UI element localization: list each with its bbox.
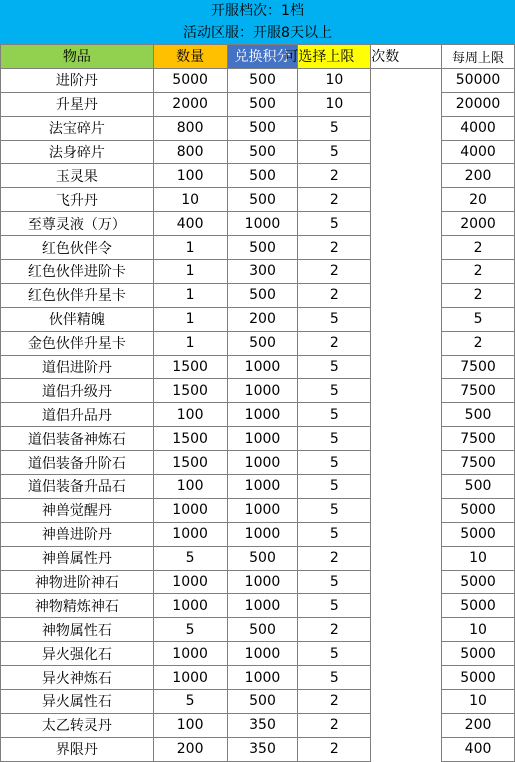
cell-item: 至尊灵液（万） bbox=[1, 212, 154, 236]
cell-limit: 5 bbox=[298, 140, 371, 164]
table-row bbox=[1, 594, 515, 618]
cell-limit: 2 bbox=[298, 260, 371, 284]
cell-quantity: 1000 bbox=[153, 642, 227, 666]
table-row bbox=[1, 283, 515, 307]
cell-limit: 2 bbox=[298, 331, 371, 355]
cell-points: 500 bbox=[227, 618, 298, 642]
cell-gap bbox=[371, 594, 442, 618]
cell-quantity: 200 bbox=[153, 737, 227, 761]
cell-points: 1000 bbox=[227, 379, 298, 403]
cell-gap bbox=[371, 498, 442, 522]
cell-item: 道侣进阶丹 bbox=[1, 355, 154, 379]
exchange-table bbox=[0, 44, 515, 762]
cell-weekly-limit: 20000 bbox=[442, 92, 515, 116]
cell-weekly-limit: 5000 bbox=[442, 594, 515, 618]
cell-gap bbox=[371, 68, 442, 92]
cell-limit: 5 bbox=[298, 355, 371, 379]
cell-points: 1000 bbox=[227, 355, 298, 379]
cell-gap bbox=[371, 451, 442, 475]
cell-points: 500 bbox=[227, 116, 298, 140]
cell-gap bbox=[371, 140, 442, 164]
cell-weekly-limit: 5000 bbox=[442, 642, 515, 666]
header-times: 次数 bbox=[371, 45, 442, 69]
cell-quantity: 2000 bbox=[153, 92, 227, 116]
cell-limit: 5 bbox=[298, 451, 371, 475]
header-select-limit-text: 可选择上限 bbox=[284, 49, 355, 66]
cell-weekly-limit: 500 bbox=[442, 403, 515, 427]
cell-item: 太乙转灵丹 bbox=[1, 713, 154, 737]
cell-quantity: 1000 bbox=[153, 594, 227, 618]
cell-weekly-limit: 7500 bbox=[442, 427, 515, 451]
cell-quantity: 1 bbox=[153, 307, 227, 331]
cell-points: 500 bbox=[227, 690, 298, 714]
cell-item: 道侣装备升品石 bbox=[1, 475, 154, 499]
cell-quantity: 1 bbox=[153, 283, 227, 307]
cell-quantity: 10 bbox=[153, 188, 227, 212]
cell-limit: 2 bbox=[298, 546, 371, 570]
cell-quantity: 5000 bbox=[153, 68, 227, 92]
cell-weekly-limit: 2 bbox=[442, 331, 515, 355]
table-row bbox=[1, 642, 515, 666]
table-row bbox=[1, 379, 515, 403]
cell-limit: 5 bbox=[298, 666, 371, 690]
cell-weekly-limit: 20 bbox=[442, 188, 515, 212]
server-range-banner bbox=[0, 22, 515, 44]
table-row bbox=[1, 570, 515, 594]
cell-item: 玉灵果 bbox=[1, 164, 154, 188]
cell-weekly-limit: 7500 bbox=[442, 379, 515, 403]
cell-weekly-limit: 50000 bbox=[442, 68, 515, 92]
cell-points: 1000 bbox=[227, 522, 298, 546]
cell-limit: 5 bbox=[298, 116, 371, 140]
cell-weekly-limit: 4000 bbox=[442, 116, 515, 140]
cell-weekly-limit: 200 bbox=[442, 164, 515, 188]
table-row bbox=[1, 666, 515, 690]
cell-weekly-limit: 7500 bbox=[442, 355, 515, 379]
cell-gap bbox=[371, 236, 442, 260]
cell-gap bbox=[371, 188, 442, 212]
cell-quantity: 400 bbox=[153, 212, 227, 236]
cell-points: 1000 bbox=[227, 212, 298, 236]
cell-limit: 10 bbox=[298, 92, 371, 116]
cell-points: 200 bbox=[227, 307, 298, 331]
cell-limit: 5 bbox=[298, 498, 371, 522]
table-row bbox=[1, 618, 515, 642]
cell-gap bbox=[371, 355, 442, 379]
cell-item: 神兽进阶丹 bbox=[1, 522, 154, 546]
cell-limit: 10 bbox=[298, 68, 371, 92]
cell-quantity: 100 bbox=[153, 164, 227, 188]
cell-item: 法身碎片 bbox=[1, 140, 154, 164]
server-tier-text: 开服档次：1档 bbox=[211, 3, 304, 19]
cell-item: 道侣装备升阶石 bbox=[1, 451, 154, 475]
cell-weekly-limit: 5 bbox=[442, 307, 515, 331]
cell-points: 1000 bbox=[227, 570, 298, 594]
cell-weekly-limit: 7500 bbox=[442, 451, 515, 475]
cell-gap bbox=[371, 307, 442, 331]
cell-quantity: 100 bbox=[153, 403, 227, 427]
table-row bbox=[1, 546, 515, 570]
cell-limit: 5 bbox=[298, 212, 371, 236]
cell-points: 500 bbox=[227, 188, 298, 212]
cell-quantity: 1000 bbox=[153, 570, 227, 594]
cell-gap bbox=[371, 116, 442, 140]
cell-weekly-limit: 5000 bbox=[442, 498, 515, 522]
cell-points: 500 bbox=[227, 546, 298, 570]
cell-item: 神兽属性丹 bbox=[1, 546, 154, 570]
cell-limit: 2 bbox=[298, 737, 371, 761]
cell-gap bbox=[371, 618, 442, 642]
header-select-limit bbox=[284, 45, 371, 69]
cell-limit: 5 bbox=[298, 427, 371, 451]
table-row bbox=[1, 427, 515, 451]
cell-limit: 2 bbox=[298, 188, 371, 212]
server-tier-banner bbox=[0, 0, 515, 22]
cell-quantity: 5 bbox=[153, 690, 227, 714]
header-quantity: 数量 bbox=[153, 45, 227, 69]
table-row bbox=[1, 92, 515, 116]
cell-gap bbox=[371, 642, 442, 666]
cell-limit: 2 bbox=[298, 283, 371, 307]
cell-item: 金色伙伴升星卡 bbox=[1, 331, 154, 355]
cell-item: 法宝碎片 bbox=[1, 116, 154, 140]
cell-item: 神物属性石 bbox=[1, 618, 154, 642]
cell-item: 界限丹 bbox=[1, 737, 154, 761]
table-header-row bbox=[1, 45, 515, 69]
cell-limit: 5 bbox=[298, 522, 371, 546]
cell-points: 1000 bbox=[227, 594, 298, 618]
cell-points: 500 bbox=[227, 68, 298, 92]
cell-quantity: 1500 bbox=[153, 355, 227, 379]
table-row bbox=[1, 522, 515, 546]
cell-weekly-limit: 500 bbox=[442, 475, 515, 499]
header-weekly-limit: 每周上限 bbox=[442, 45, 515, 69]
table-row bbox=[1, 475, 515, 499]
cell-item: 红色伙伴升星卡 bbox=[1, 283, 154, 307]
cell-quantity: 1000 bbox=[153, 498, 227, 522]
cell-weekly-limit: 5000 bbox=[442, 522, 515, 546]
table-row bbox=[1, 403, 515, 427]
cell-points: 350 bbox=[227, 713, 298, 737]
cell-points: 1000 bbox=[227, 642, 298, 666]
table-row bbox=[1, 236, 515, 260]
server-range-text: 活动区服：开服8天以上 bbox=[183, 25, 332, 41]
cell-item: 异火强化石 bbox=[1, 642, 154, 666]
cell-weekly-limit: 10 bbox=[442, 546, 515, 570]
table-row bbox=[1, 690, 515, 714]
cell-limit: 5 bbox=[298, 570, 371, 594]
cell-gap bbox=[371, 546, 442, 570]
cell-weekly-limit: 2000 bbox=[442, 212, 515, 236]
cell-gap bbox=[371, 690, 442, 714]
cell-item: 进阶丹 bbox=[1, 68, 154, 92]
cell-points: 500 bbox=[227, 140, 298, 164]
cell-limit: 5 bbox=[298, 403, 371, 427]
cell-limit: 5 bbox=[298, 594, 371, 618]
table-row bbox=[1, 164, 515, 188]
cell-weekly-limit: 2 bbox=[442, 236, 515, 260]
cell-quantity: 1000 bbox=[153, 666, 227, 690]
cell-gap bbox=[371, 666, 442, 690]
table-row bbox=[1, 68, 515, 92]
cell-item: 道侣升品丹 bbox=[1, 403, 154, 427]
cell-item: 飞升丹 bbox=[1, 188, 154, 212]
cell-quantity: 1000 bbox=[153, 522, 227, 546]
cell-limit: 5 bbox=[298, 379, 371, 403]
table-row bbox=[1, 140, 515, 164]
cell-weekly-limit: 5000 bbox=[442, 570, 515, 594]
cell-points: 1000 bbox=[227, 403, 298, 427]
cell-points: 350 bbox=[227, 737, 298, 761]
cell-gap bbox=[371, 331, 442, 355]
cell-item: 神物进阶神石 bbox=[1, 570, 154, 594]
cell-weekly-limit: 400 bbox=[442, 737, 515, 761]
cell-points: 500 bbox=[227, 236, 298, 260]
cell-item: 伙伴精魄 bbox=[1, 307, 154, 331]
cell-limit: 2 bbox=[298, 618, 371, 642]
cell-points: 1000 bbox=[227, 475, 298, 499]
cell-gap bbox=[371, 403, 442, 427]
cell-gap bbox=[371, 570, 442, 594]
table-row bbox=[1, 260, 515, 284]
cell-weekly-limit: 10 bbox=[442, 690, 515, 714]
cell-quantity: 800 bbox=[153, 140, 227, 164]
cell-quantity: 1 bbox=[153, 260, 227, 284]
cell-points: 300 bbox=[227, 260, 298, 284]
cell-quantity: 100 bbox=[153, 475, 227, 499]
cell-limit: 2 bbox=[298, 690, 371, 714]
cell-points: 500 bbox=[227, 331, 298, 355]
cell-limit: 2 bbox=[298, 236, 371, 260]
table-row bbox=[1, 451, 515, 475]
table-row bbox=[1, 331, 515, 355]
header-points: 兑换积分 bbox=[227, 45, 298, 69]
cell-limit: 2 bbox=[298, 164, 371, 188]
cell-points: 1000 bbox=[227, 427, 298, 451]
cell-weekly-limit: 10 bbox=[442, 618, 515, 642]
cell-limit: 2 bbox=[298, 713, 371, 737]
cell-weekly-limit: 2 bbox=[442, 260, 515, 284]
cell-limit: 5 bbox=[298, 642, 371, 666]
table-row bbox=[1, 355, 515, 379]
cell-quantity: 1500 bbox=[153, 379, 227, 403]
header-item: 物品 bbox=[1, 45, 154, 69]
cell-item: 异火属性石 bbox=[1, 690, 154, 714]
cell-weekly-limit: 200 bbox=[442, 713, 515, 737]
cell-gap bbox=[371, 737, 442, 761]
cell-gap bbox=[371, 92, 442, 116]
cell-quantity: 1500 bbox=[153, 427, 227, 451]
table-row bbox=[1, 116, 515, 140]
cell-weekly-limit: 4000 bbox=[442, 140, 515, 164]
cell-points: 1000 bbox=[227, 666, 298, 690]
table-row bbox=[1, 307, 515, 331]
cell-gap bbox=[371, 379, 442, 403]
table-row bbox=[1, 713, 515, 737]
cell-points: 1000 bbox=[227, 451, 298, 475]
cell-weekly-limit: 2 bbox=[442, 283, 515, 307]
cell-item: 红色伙伴令 bbox=[1, 236, 154, 260]
cell-quantity: 5 bbox=[153, 618, 227, 642]
cell-gap bbox=[371, 522, 442, 546]
cell-item: 异火神炼石 bbox=[1, 666, 154, 690]
cell-limit: 5 bbox=[298, 307, 371, 331]
cell-item: 神物精炼神石 bbox=[1, 594, 154, 618]
table-row bbox=[1, 212, 515, 236]
cell-item: 道侣升级丹 bbox=[1, 379, 154, 403]
cell-gap bbox=[371, 283, 442, 307]
cell-item: 道侣装备神炼石 bbox=[1, 427, 154, 451]
cell-gap bbox=[371, 260, 442, 284]
cell-gap bbox=[371, 164, 442, 188]
table-row bbox=[1, 188, 515, 212]
cell-item: 升星丹 bbox=[1, 92, 154, 116]
cell-limit: 5 bbox=[298, 475, 371, 499]
cell-points: 500 bbox=[227, 283, 298, 307]
cell-points: 500 bbox=[227, 92, 298, 116]
cell-gap bbox=[371, 427, 442, 451]
table-row bbox=[1, 737, 515, 761]
cell-item: 红色伙伴进阶卡 bbox=[1, 260, 154, 284]
cell-quantity: 100 bbox=[153, 713, 227, 737]
cell-quantity: 1 bbox=[153, 236, 227, 260]
cell-quantity: 800 bbox=[153, 116, 227, 140]
cell-points: 500 bbox=[227, 164, 298, 188]
cell-gap bbox=[371, 713, 442, 737]
cell-quantity: 1 bbox=[153, 331, 227, 355]
cell-item: 神兽觉醒丹 bbox=[1, 498, 154, 522]
cell-gap bbox=[371, 212, 442, 236]
cell-weekly-limit: 5000 bbox=[442, 666, 515, 690]
cell-gap bbox=[371, 475, 442, 499]
cell-points: 1000 bbox=[227, 498, 298, 522]
cell-quantity: 5 bbox=[153, 546, 227, 570]
table-row bbox=[1, 498, 515, 522]
cell-quantity: 1500 bbox=[153, 451, 227, 475]
